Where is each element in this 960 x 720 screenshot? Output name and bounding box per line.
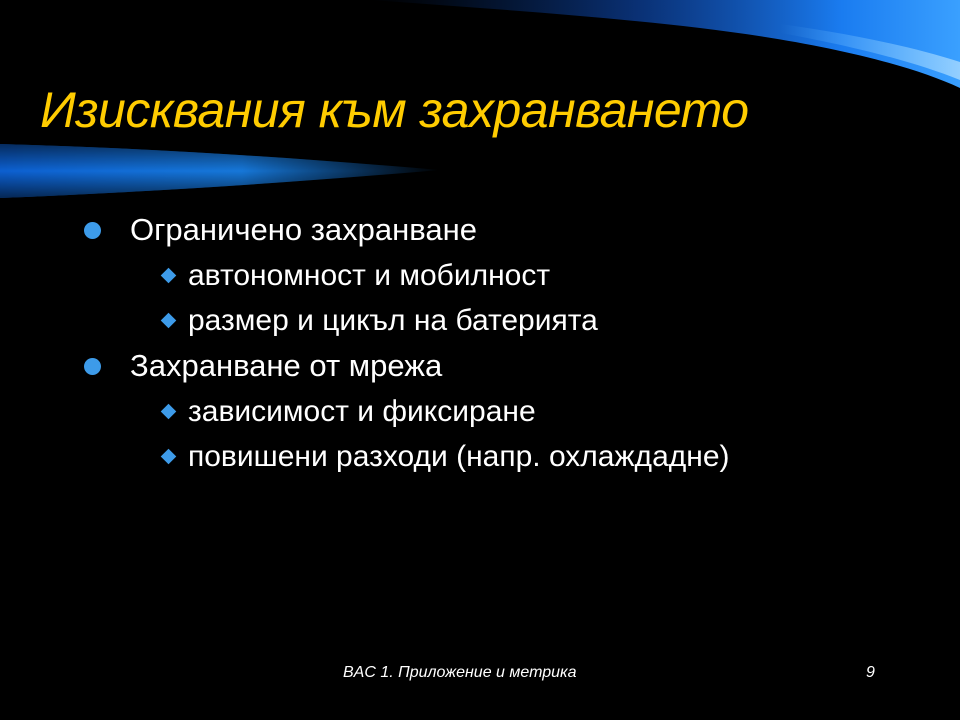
round-bullet-icon <box>84 358 101 375</box>
sub-bullet-list <box>0 389 960 479</box>
bullet-item <box>0 343 960 389</box>
sub-bullet-text: зависимост и фиксиране <box>188 395 536 428</box>
sub-bullet-item <box>0 253 960 298</box>
bullet-group <box>0 343 960 479</box>
slide-footer: BAC 1. Приложение и метрика <box>343 664 577 681</box>
round-bullet-icon <box>84 222 101 239</box>
bullet-text: Захранване от мрежа <box>130 348 443 383</box>
bullet-group <box>0 207 960 343</box>
diamond-bullet-icon <box>161 404 177 420</box>
diamond-bullet-icon <box>161 268 177 284</box>
page-number: 9 <box>866 664 875 681</box>
sub-bullet-item <box>0 298 960 343</box>
bullet-item <box>0 207 960 253</box>
sub-bullet-text: повишени разходи (напр. охлаждадне) <box>188 440 730 473</box>
bullet-text: Ограничено захранване <box>130 212 477 247</box>
sub-bullet-text: размер и цикъл на батерията <box>188 304 598 337</box>
slide-title: Изисквания към захранването <box>40 82 749 138</box>
sub-bullet-item <box>0 389 960 434</box>
sub-bullet-list <box>0 253 960 343</box>
bullet-list <box>0 207 960 479</box>
diamond-bullet-icon <box>161 313 177 329</box>
left-swoosh-decoration <box>0 140 440 200</box>
sub-bullet-item <box>0 434 960 479</box>
sub-bullet-text: автономност и мобилност <box>188 259 551 292</box>
diamond-bullet-icon <box>161 449 177 465</box>
